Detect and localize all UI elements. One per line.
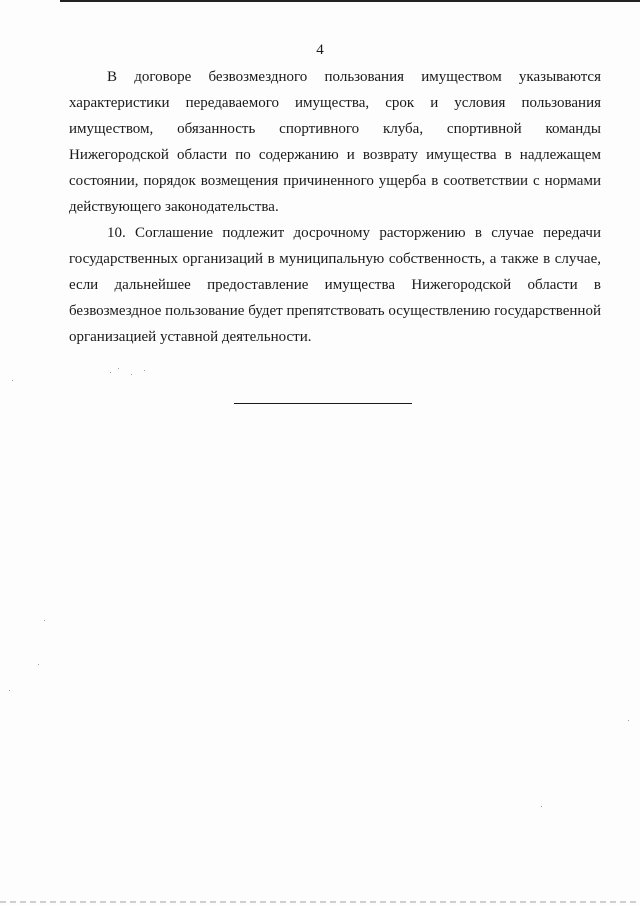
scan-speck bbox=[118, 368, 119, 369]
scan-speck bbox=[628, 720, 629, 721]
scan-speck bbox=[9, 690, 10, 691]
page-number: 4 bbox=[316, 42, 324, 58]
paragraph-early-termination: 10. Соглашение подлежит досрочному расторжению в случае передачи государственных организаций в муниципальную собственность, а также в случае, если дальнейшее предоставление имущества Нижегородской области в безвозмездное пользование будет препятствовать осуществлению государственной организацией уставной деятельности. bbox=[69, 225, 601, 345]
document-body bbox=[69, 64, 601, 350]
scan-speck bbox=[541, 806, 542, 807]
scan-speck bbox=[38, 664, 39, 665]
paragraph-contract-terms: В договоре безвозмездного пользования имуществом указываются характеристики передаваемого имущества, срок и условия пользования имуществом, обязанность спортивного клуба, спортивной команды Нижегородской области по содержанию и возврату имущества в надлежащем состоянии, порядок возмещения причиненного ущерба в соответствии с нормами действующего законодательства. bbox=[69, 69, 601, 215]
end-separator-line bbox=[234, 403, 412, 404]
scan-top-edge bbox=[60, 0, 640, 2]
scan-speck bbox=[110, 372, 111, 373]
scan-speck bbox=[44, 620, 45, 621]
scan-bottom-edge bbox=[0, 901, 640, 903]
scan-speck bbox=[12, 380, 13, 381]
scan-speck bbox=[144, 370, 145, 371]
scan-speck bbox=[131, 374, 132, 375]
